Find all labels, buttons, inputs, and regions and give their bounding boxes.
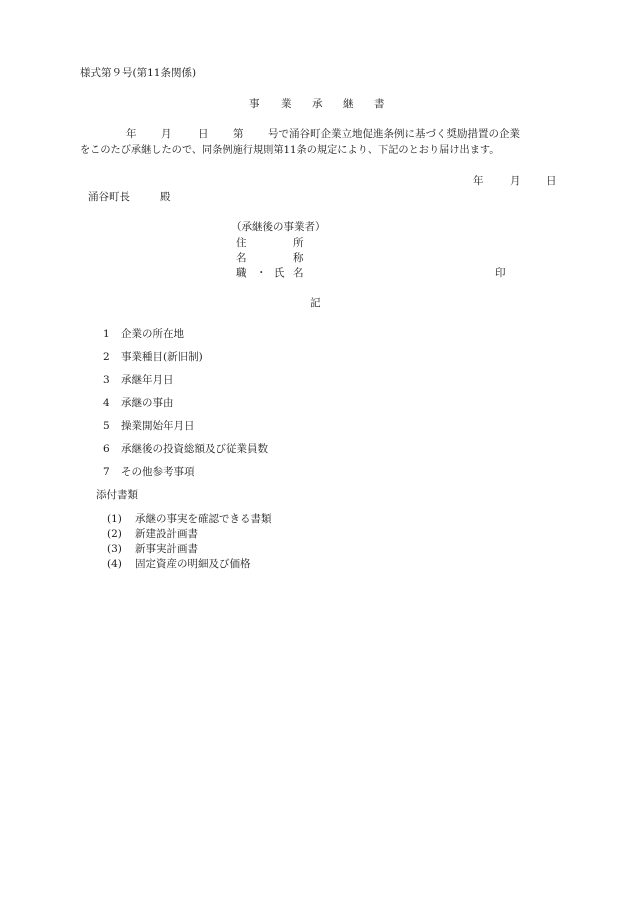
addressee-honorific: 殿 [160, 191, 171, 203]
item-number: 1 [103, 328, 110, 340]
name-label-char: 名 [236, 252, 247, 264]
item-label: 承継の事由 [121, 397, 174, 409]
intro-dai-char: 第 [233, 128, 244, 140]
intro-line1-tail: 号で涌谷町企業立地促進条例に基づく奨励措置の企業 [268, 128, 520, 140]
filing-month: 月 [510, 175, 521, 187]
item-label: その他参考事項 [121, 466, 195, 478]
title-char: 業 [281, 98, 292, 110]
title-label-char: 氏 [274, 267, 285, 279]
attachment-number: (3) [107, 543, 122, 555]
attachment-label: 新事実計画書 [135, 543, 198, 555]
item-label: 承継後の投資総額及び従業員数 [121, 443, 268, 455]
attachment-number: (1) [107, 513, 122, 525]
intro-year-char: 年 [126, 128, 137, 140]
address-label-char: 住 [236, 237, 247, 249]
item-number: 7 [103, 466, 110, 478]
attachment-label: 承継の事実を確認できる書類 [135, 513, 272, 525]
title-char: 書 [374, 98, 385, 110]
item-number: 3 [103, 374, 110, 386]
attachments-heading: 添付書類 [96, 489, 138, 501]
attachment-number: (4) [107, 558, 122, 570]
title-label-char: 職 [236, 267, 247, 279]
filing-day: 日 [546, 175, 557, 187]
item-label: 操業開始年月日 [121, 420, 195, 432]
ki-heading: 記 [310, 297, 321, 309]
title-label-char: 名 [293, 267, 304, 279]
intro-line2: をこのたび承継したので、同条例施行規則第11条の規定により、下記のとおり届け出ます。 [80, 145, 500, 156]
item-label: 企業の所在地 [121, 328, 184, 340]
item-label: 事業種目(新旧制) [121, 351, 203, 363]
item-number: 6 [103, 443, 110, 455]
item-label: 承継年月日 [121, 374, 174, 386]
title-char: 承 [312, 98, 323, 110]
title-label-char: ・ [256, 267, 267, 279]
attachment-label: 固定資産の明細及び価格 [135, 558, 251, 570]
attachment-number: (2) [107, 528, 122, 540]
seal-mark: 印 [495, 267, 506, 279]
addressee-name: 涌谷町長 [88, 191, 130, 203]
title-char: 事 [249, 98, 260, 110]
attachment-label: 新建設計画書 [135, 528, 198, 540]
item-number: 5 [103, 420, 110, 432]
name-label-char: 称 [293, 252, 304, 264]
filing-year: 年 [473, 175, 484, 187]
intro-day-char: 日 [198, 128, 209, 140]
item-number: 4 [103, 397, 110, 409]
address-label-char: 所 [293, 237, 304, 249]
successor-heading: （承継後の事業者） [231, 221, 326, 233]
item-number: 2 [103, 351, 110, 363]
form-number: 様式第９号(第11条関係) [80, 67, 197, 79]
title-char: 継 [343, 98, 354, 110]
intro-month-char: 月 [161, 128, 172, 140]
